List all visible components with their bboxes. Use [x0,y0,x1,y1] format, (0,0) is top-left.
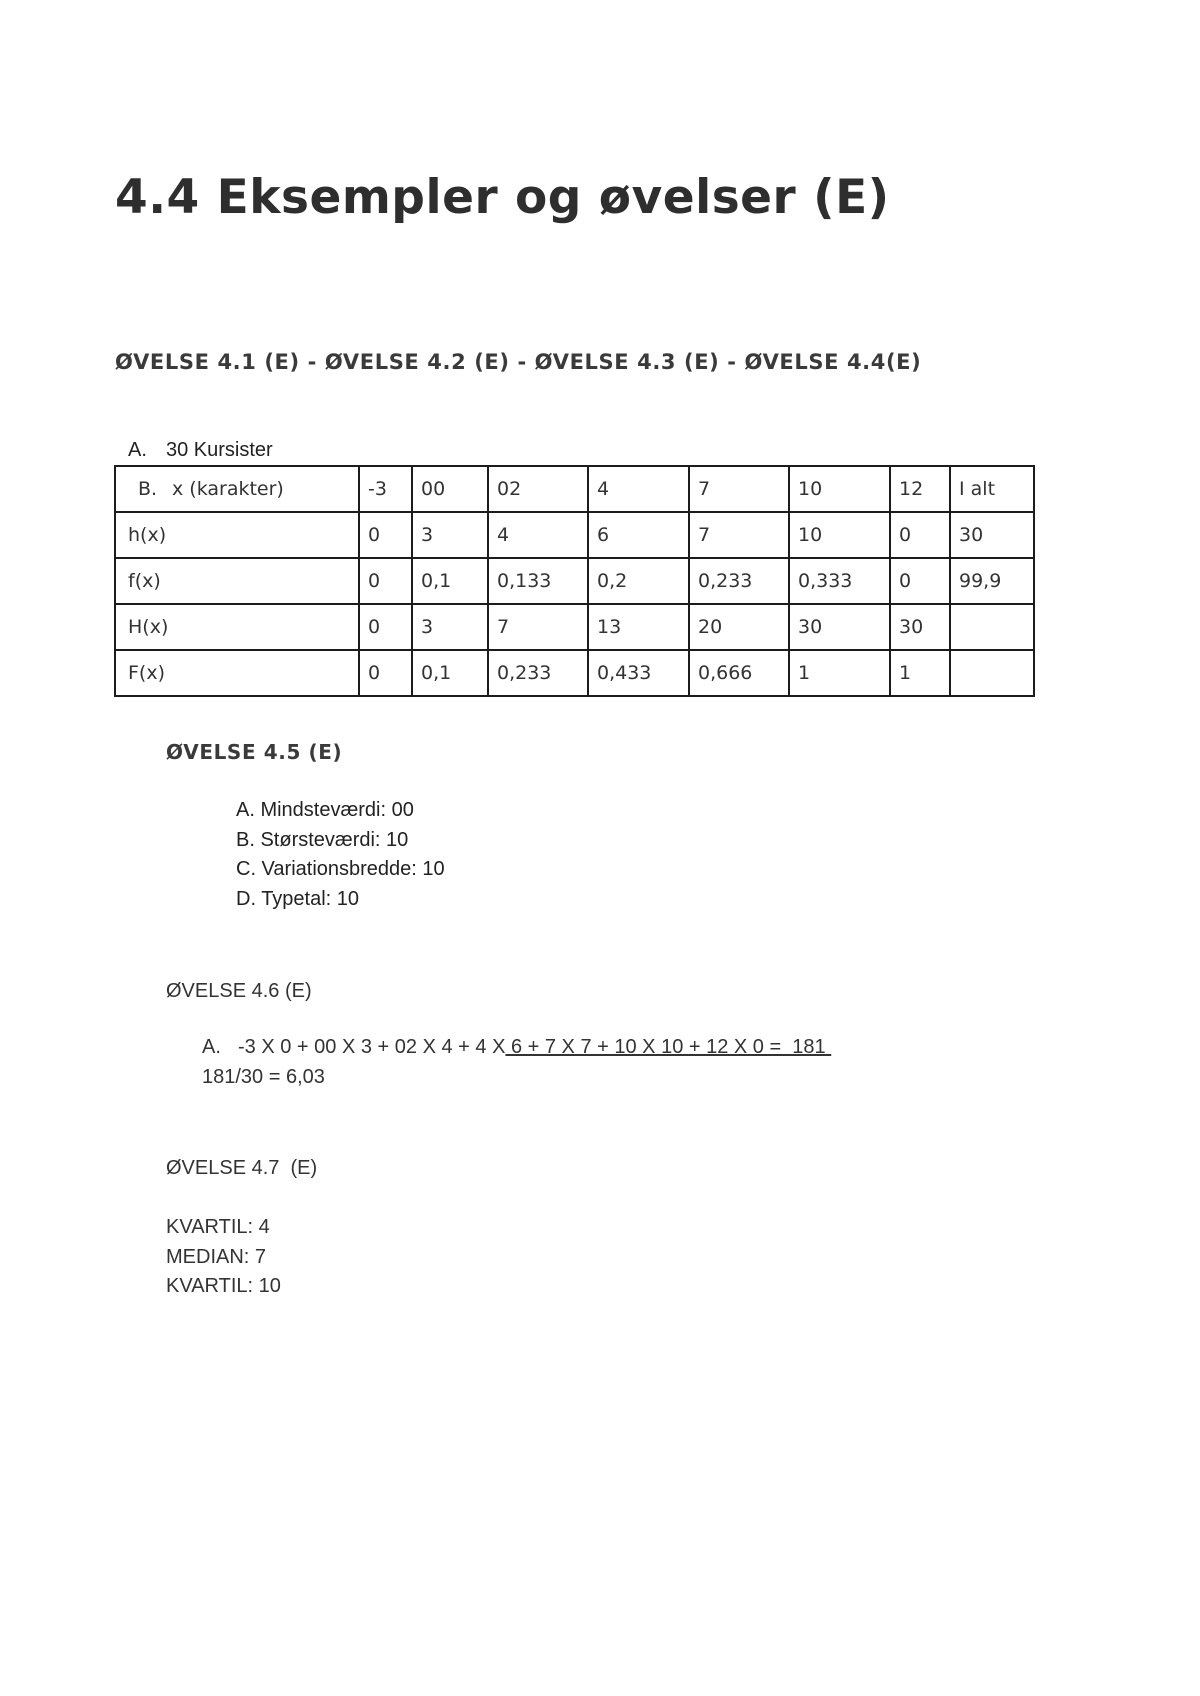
table-cell: 30 [890,604,950,650]
frequency-table [114,465,1035,697]
table-cell: 20 [689,604,789,650]
part-a-text: 30 Kursister [166,439,273,461]
page-title: 4.4 Eksempler og øvelser (E) [115,170,890,225]
part-a-line [128,439,273,462]
row-label: H(x) [115,604,359,650]
table-cell: 30 [950,512,1034,558]
table-cell: 3 [412,604,488,650]
table-cell: 7 [689,512,789,558]
table-cell: 12 [890,466,950,512]
table-header-row [115,466,1034,512]
table-cell: 13 [588,604,689,650]
formula-label: A. [202,1036,221,1058]
exercise-4-5-heading: ØVELSE 4.5 (E) [166,740,343,764]
list-item: C. Variationsbredde: 10 [236,858,445,880]
list-item: B. Størsteværdi: 10 [236,828,409,851]
table-cell: 0,1 [412,558,488,604]
exercise-4-7-heading: ØVELSE 4.7 (E) [166,1157,318,1179]
table-cell: 0,333 [789,558,890,604]
table-cell: 10 [789,512,890,558]
table-cell: 99,9 [950,558,1034,604]
table-cell: 0 [890,558,950,604]
exercise-4-5-list [236,796,445,914]
row-label: h(x) [115,512,359,558]
table-cell: 6 [588,512,689,558]
header-b-label: B. [138,478,158,500]
exercise-4-6-heading: ØVELSE 4.6 (E) [166,980,312,1002]
table-cell: 0,133 [488,558,588,604]
quartile-line: KVARTIL: 10 [166,1275,281,1297]
table-row [115,558,1034,604]
table-cell: 02 [488,466,588,512]
quartile-line: KVARTIL: 4 [166,1216,270,1238]
table-cell: 3 [412,512,488,558]
table-cell: 0,1 [412,650,488,696]
exercise-4-7-lines [166,1213,281,1302]
table-cell: 0,233 [689,558,789,604]
table-cell: 4 [588,466,689,512]
table-row [115,650,1034,696]
header-x-label: x (karakter) [172,478,284,500]
table-cell [950,604,1034,650]
table-cell: 0 [359,604,412,650]
table-cell: 7 [689,466,789,512]
table-cell: 00 [412,466,488,512]
list-item: A. Mindsteværdi: 00 [236,799,414,821]
part-a-label: A. [128,439,147,461]
table-cell: 0,433 [588,650,689,696]
table-cell: 0 [359,650,412,696]
table-cell: 0 [890,512,950,558]
table-cell: 1 [890,650,950,696]
exercise-4-6-formula [202,1036,831,1059]
row-label: F(x) [115,650,359,696]
table-row [115,604,1034,650]
table-cell: 0 [359,558,412,604]
table-cell [950,650,1034,696]
row-label: f(x) [115,558,359,604]
table-cell: -3 [359,466,412,512]
table-cell: 0,233 [488,650,588,696]
formula-plain-part: -3 X 0 + 00 X 3 + 02 X 4 + 4 X [238,1036,506,1058]
table-cell: 10 [789,466,890,512]
header-label-cell [115,466,359,512]
table-cell: 4 [488,512,588,558]
table-cell: I alt [950,466,1034,512]
table-cell: 0,2 [588,558,689,604]
table-cell: 30 [789,604,890,650]
exercise-heading-4-1-to-4-4: ØVELSE 4.1 (E) - ØVELSE 4.2 (E) - ØVELSE 4.3 (E) - ØVELSE 4.4(E) [115,350,922,374]
table-cell: 1 [789,650,890,696]
table-cell: 7 [488,604,588,650]
median-line: MEDIAN: 7 [166,1245,267,1268]
exercise-4-6-result: 181/30 = 6,03 [202,1066,325,1088]
table-row [115,512,1034,558]
formula-underlined-part: 6 + 7 X 7 + 10 X 10 + 12 X 0 = 181 [505,1036,832,1058]
table-cell: 0,666 [689,650,789,696]
list-item: D. Typetal: 10 [236,887,360,910]
table-cell: 0 [359,512,412,558]
